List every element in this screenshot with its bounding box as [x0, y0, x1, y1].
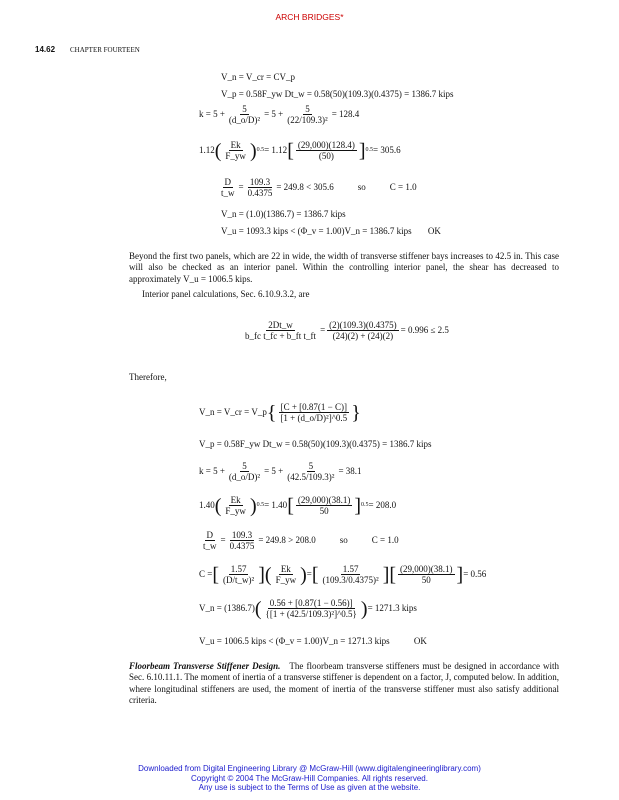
vn-num: [C + [0.87(1 − C)]	[280, 402, 348, 412]
bracket-open: [	[212, 563, 220, 586]
footer-terms: Any use is subject to the Terms of Use as given at the website.	[198, 783, 421, 792]
c-den-3: (109.3/0.4375)²	[322, 575, 379, 585]
therefore-text: Therefore,	[129, 372, 167, 382]
d-tw-value-fraction	[246, 177, 275, 198]
vn-final-num: 0.56 + [0.87(1 − 0.56)]	[269, 598, 353, 608]
page-number: 14.62	[35, 45, 56, 54]
c-value: C = 1.0	[371, 535, 399, 545]
c-num-3: 1.57	[342, 564, 359, 574]
d-num: D	[224, 177, 231, 187]
section-body: The floorbeam transverse stiffeners must be designed in accordance with Sec. 6.10.11.1. The moment of inertia of a transverse stiffener is dependent on a factor, J, computed below. In addition, where longitudinal stiffeners are used, the moment of inertia of the transverse stiffener must also satisfy additional criteria.	[129, 661, 559, 705]
d-tw-value-fraction	[228, 530, 257, 551]
k-num-1: 5	[242, 104, 247, 114]
equals: =	[306, 569, 312, 579]
brace-close: }	[351, 401, 361, 424]
footer-copyright: Copyright © 2004 The McGraw-Hill Companies. All rights reserved.	[191, 773, 428, 783]
ratio-result: = 0.996 ≤ 2.5	[400, 325, 449, 335]
equation-vn-final	[199, 598, 417, 619]
d-num: D	[206, 530, 213, 540]
d-value: 109.3	[249, 177, 271, 187]
vn-final-fraction	[264, 598, 359, 619]
paren-open: (	[264, 563, 272, 586]
vn-prefix: V_n = (1386.7)	[199, 603, 255, 613]
ek-value-den: (50)	[318, 151, 334, 161]
c-num-2: Ek	[280, 564, 291, 574]
k-den-1: (d_o/D)²	[228, 115, 261, 125]
section-floorbeam-stiffener	[129, 661, 559, 706]
footer	[0, 764, 619, 793]
paren-open: (	[254, 597, 262, 620]
tw-den: t_w	[221, 188, 235, 198]
equation-slenderness-interior	[199, 495, 396, 516]
c-fraction-1	[221, 564, 256, 585]
tw-den: t_w	[203, 541, 217, 551]
coef: 1.40	[199, 500, 215, 510]
k-mid: = 5 +	[264, 466, 284, 476]
k-den-1: (d_o/D)²	[228, 472, 261, 482]
tw-value: 0.4375	[247, 188, 273, 198]
equation-vu-check	[221, 226, 441, 237]
paren-open: (	[214, 494, 222, 517]
c-result: = 0.56	[463, 569, 487, 579]
equation-ratio	[241, 320, 449, 341]
mid: = 1.12	[264, 145, 288, 155]
c-fraction-4	[398, 564, 455, 585]
ratio-value-num: (2)(109.3)(0.4375)	[329, 320, 397, 330]
ek-value-fraction	[296, 140, 357, 161]
equation-vp: V_p = 0.58F_yw Dt_w = 0.58(50)(109.3)(0.4375) = 1386.7 kips	[221, 89, 454, 99]
vn-prefix: V_n = V_cr = V_p	[199, 407, 267, 417]
result: = 208.0	[368, 500, 397, 510]
k-fraction-2	[285, 104, 329, 125]
ek-den: F_yw	[225, 151, 246, 161]
bracket-close-3: ]	[456, 563, 464, 586]
k-den-2: (22/109.3)²	[287, 115, 328, 125]
d-tw-fraction	[219, 177, 237, 198]
c-prefix: C =	[199, 569, 213, 579]
c-den-2: F_yw	[275, 575, 297, 585]
bracket-open: [	[287, 494, 294, 517]
k-fraction-2	[285, 461, 336, 482]
result: = 249.8 > 208.0	[258, 535, 316, 545]
ratio-den: b_fc t_fc + b_ft t_ft	[245, 331, 317, 341]
bracket-close: ]	[354, 494, 362, 517]
equation-d-tw	[217, 177, 417, 198]
paren-close: )	[249, 494, 257, 517]
k-num-1: 5	[242, 461, 247, 471]
equation-k-interior	[199, 461, 362, 482]
k-num-2: 5	[308, 461, 314, 471]
exp-2: 0.5	[365, 147, 374, 153]
c-fraction-3	[321, 564, 381, 585]
footer-download-link[interactable]: Downloaded from Digital Engineering Library @ McGraw-Hill (www.digitalengineeringlibrary.com)	[138, 764, 481, 773]
ratio-value-fraction	[327, 320, 398, 341]
so-text: so	[339, 535, 348, 545]
result: = 249.8 < 305.6	[276, 182, 334, 192]
result: = 305.6	[373, 145, 401, 155]
vu-check-text: V_u = 1093.3 kips < (Φ_v = 1.00)V_n = 1386.7 kips	[221, 226, 412, 236]
bracket-open: [	[287, 139, 294, 162]
bracket-close: ]	[258, 563, 265, 586]
vn-den: [1 + (d_o/D)²]^0.5	[280, 413, 348, 423]
ok-label: OK	[427, 226, 441, 236]
vn-final-result: = 1271.3 kips	[367, 603, 417, 613]
c-den-1: (D/t_w)²	[223, 575, 255, 585]
k-result: = 128.4	[331, 109, 360, 119]
equation-vn-value: V_n = (1.0)(1386.7) = 1386.7 kips	[221, 209, 346, 219]
ek-value-den: 50	[319, 506, 329, 516]
vn-fraction	[278, 402, 349, 423]
ratio-num: 2Dt_w	[268, 320, 293, 330]
chapter-title: CHAPTER FOURTEEN	[70, 46, 140, 54]
k-mid: = 5 +	[264, 109, 284, 119]
paragraph-interior-panel: Interior panel calculations, Sec. 6.10.9.3.2, are	[142, 289, 310, 299]
paren-open: (	[214, 139, 222, 162]
equals: =	[220, 535, 226, 545]
paragraph-panel-width: Beyond the first two panels, which are 22 in wide, the width of transverse stiffener bays increases to 42.5 in. This case will also be checked as an interior panel. Within the controlling interior panel, the shear has decreased to approximately V_u = 1006.5 kips.	[129, 251, 559, 284]
c-fraction-2	[274, 564, 299, 585]
ratio-value-den: (24)(2) + (24)(2)	[332, 331, 394, 341]
k-fraction-1	[227, 461, 262, 482]
ek-fraction	[223, 495, 248, 516]
c-num-1: 1.57	[230, 564, 247, 574]
equals: =	[320, 325, 326, 335]
ek-num: Ek	[230, 495, 241, 505]
exp: 0.5	[256, 147, 265, 153]
k-prefix: k = 5 +	[199, 466, 225, 476]
c-value: C = 1.0	[389, 182, 417, 192]
bracket-open-2: [	[311, 563, 319, 586]
c-num-4: (29,000)(38.1)	[400, 564, 453, 574]
k-result: = 38.1	[338, 466, 362, 476]
ek-value-fraction	[296, 495, 353, 516]
ek-num: Ek	[230, 140, 241, 150]
so-text: so	[357, 182, 366, 192]
ek-fraction	[223, 140, 248, 161]
bracket-close: ]	[358, 139, 366, 162]
vu-check-text: V_u = 1006.5 kips < (Φ_v = 1.00)V_n = 1271.3 kips	[199, 636, 390, 646]
vn-final-den: {[1 + (42.5/109.3)²]^0.5}	[265, 609, 357, 619]
equation-c-interior	[199, 564, 486, 585]
equation-vn-interior	[199, 402, 361, 423]
coef: 1.12	[199, 145, 215, 155]
equation-slenderness-limit	[199, 140, 401, 161]
brace-open: {	[266, 401, 277, 424]
running-head: ARCH BRIDGES*	[275, 12, 344, 22]
k-fraction-1	[227, 104, 262, 125]
section-title: Floorbeam Transverse Stiffener Design.	[129, 661, 281, 671]
bracket-close-2: ]	[382, 563, 390, 586]
equation-vn: V_n = V_cr = CV_p	[221, 72, 295, 82]
d-tw-fraction	[201, 530, 219, 551]
equation-vu-check-interior	[199, 636, 427, 647]
mid: = 1.40	[264, 500, 288, 510]
c-den-4: 50	[421, 575, 431, 585]
k-num-2: 5	[305, 104, 310, 114]
equation-k	[199, 104, 359, 125]
equals: =	[238, 182, 244, 192]
k-prefix: k = 5 +	[199, 109, 225, 119]
tw-value: 0.4375	[229, 541, 255, 551]
exp-2: 0.5	[361, 502, 369, 508]
ek-value-num: (29,000)(38.1)	[297, 495, 351, 505]
paren-close: )	[249, 139, 257, 162]
ok-label: OK	[413, 636, 427, 646]
exp: 0.5	[256, 502, 265, 508]
bracket-open-3: [	[389, 563, 397, 586]
d-value: 109.3	[231, 530, 253, 540]
k-den-2: (42.5/109.3)²	[287, 472, 335, 482]
equation-vp-interior: V_p = 0.58F_yw Dt_w = 0.58(50)(109.3)(0.4375) = 1386.7 kips	[199, 439, 432, 449]
ek-value-num: (29,000)(128.4)	[297, 140, 355, 150]
paren-close: )	[300, 563, 307, 586]
ek-den: F_yw	[225, 506, 246, 516]
ratio-fraction	[243, 320, 318, 341]
equation-d-tw-interior	[199, 530, 399, 551]
paren-close: )	[360, 597, 368, 620]
